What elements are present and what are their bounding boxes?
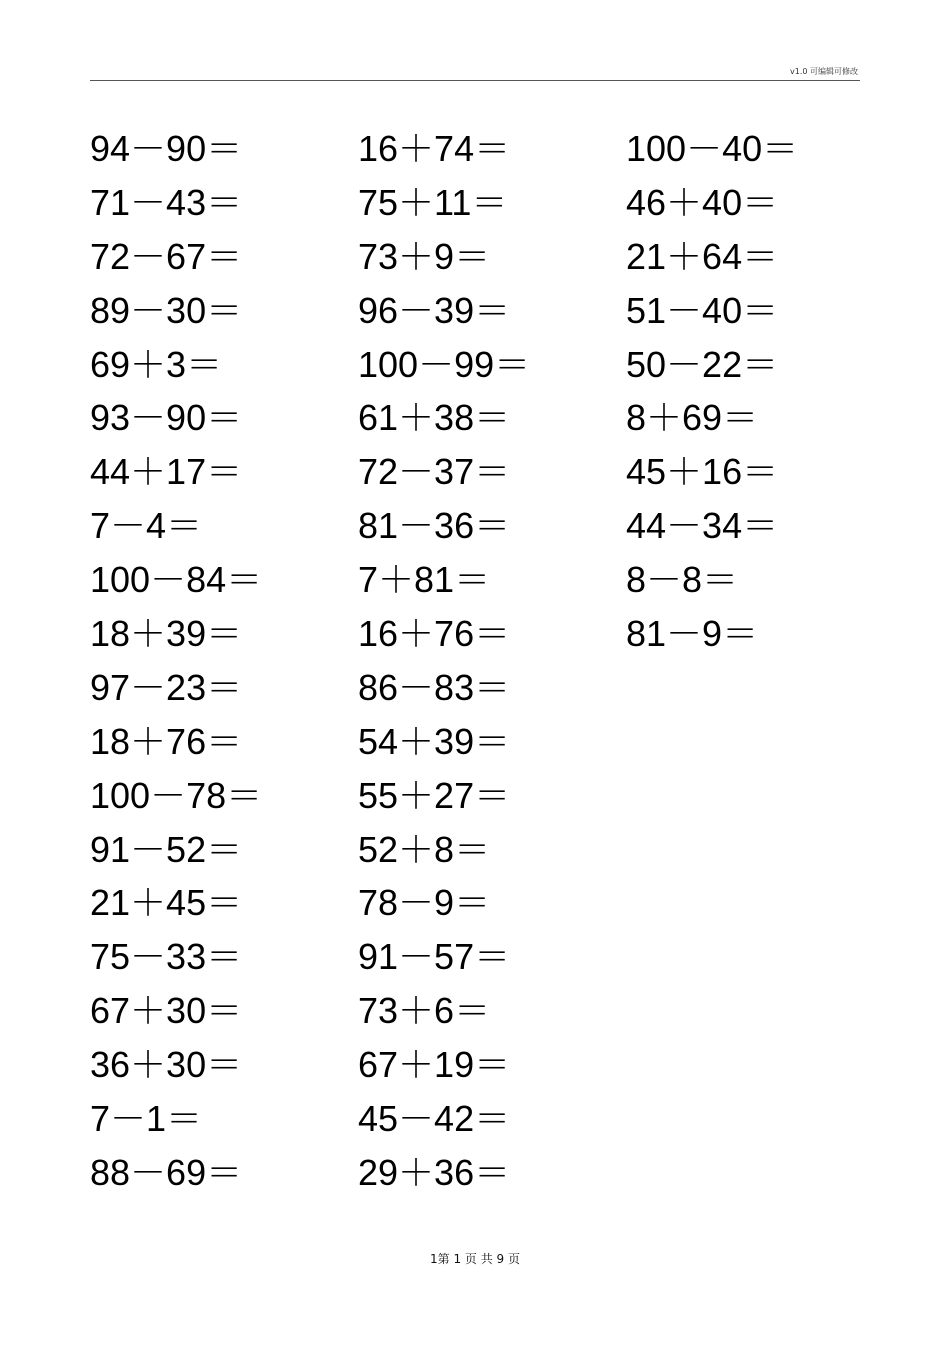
arithmetic-problem: 88－69＝ <box>90 1151 243 1193</box>
arithmetic-problem: 94－90＝ <box>90 128 243 169</box>
arithmetic-problem: 7－1＝ <box>90 1098 203 1140</box>
arithmetic-problem: 100－40＝ <box>626 128 799 169</box>
arithmetic-problem: 50－22＝ <box>626 343 779 385</box>
version-tag: v1.0 可编辑可修改 <box>790 67 858 76</box>
arithmetic-problem: 81－9＝ <box>626 613 759 655</box>
arithmetic-problem: 7－4＝ <box>90 505 203 547</box>
arithmetic-problem: 8＋69＝ <box>626 397 759 439</box>
arithmetic-problem: 52＋8＝ <box>358 828 491 870</box>
arithmetic-problem: 36＋30＝ <box>90 1044 243 1086</box>
arithmetic-problem: 100－78＝ <box>90 774 263 816</box>
arithmetic-problem: 55＋27＝ <box>358 774 511 816</box>
arithmetic-problem: 29＋36＝ <box>358 1151 511 1193</box>
arithmetic-problem: 18＋39＝ <box>90 613 243 655</box>
arithmetic-problem: 71－43＝ <box>90 181 243 223</box>
arithmetic-problem: 21＋45＝ <box>90 882 243 924</box>
arithmetic-problem: 61＋38＝ <box>358 397 511 439</box>
arithmetic-problem: 18＋76＝ <box>90 720 243 762</box>
arithmetic-problem: 45＋16＝ <box>626 451 779 493</box>
arithmetic-problem: 7＋81＝ <box>358 559 491 601</box>
arithmetic-problem: 72－37＝ <box>358 451 511 493</box>
arithmetic-problem: 91－52＝ <box>90 828 243 870</box>
arithmetic-problem: 44－34＝ <box>626 505 779 547</box>
arithmetic-problem: 97－23＝ <box>90 666 243 708</box>
arithmetic-problem: 100－99＝ <box>358 343 531 385</box>
arithmetic-problem: 75＋11＝ <box>358 181 508 223</box>
header-divider <box>90 80 860 81</box>
arithmetic-problem: 16＋76＝ <box>358 613 511 655</box>
problem-column-2 <box>358 122 530 1200</box>
problem-column-3 <box>626 122 798 661</box>
arithmetic-problem: 96－39＝ <box>358 289 511 331</box>
arithmetic-problem: 100－84＝ <box>90 559 263 601</box>
arithmetic-problem: 91－57＝ <box>358 936 511 978</box>
arithmetic-problem: 72－67＝ <box>90 235 243 277</box>
arithmetic-problem: 75－33＝ <box>90 936 243 978</box>
arithmetic-problem: 93－90＝ <box>90 397 243 439</box>
arithmetic-problem: 81－36＝ <box>358 505 511 547</box>
arithmetic-problem: 67＋19＝ <box>358 1044 511 1086</box>
arithmetic-problem: 44＋17＝ <box>90 451 243 493</box>
arithmetic-problem: 45－42＝ <box>358 1098 511 1140</box>
arithmetic-problem: 86－83＝ <box>358 666 511 708</box>
arithmetic-problem: 73＋9＝ <box>358 235 491 277</box>
arithmetic-problem: 21＋64＝ <box>626 235 779 277</box>
arithmetic-problem: 51－40＝ <box>626 289 779 331</box>
arithmetic-problem: 46＋40＝ <box>626 181 779 223</box>
arithmetic-problem: 89－30＝ <box>90 289 243 331</box>
arithmetic-problem: 16＋74＝ <box>358 128 511 169</box>
page-number: 1第 1 页 共 9 页 <box>430 1252 520 1266</box>
arithmetic-problem: 78－9＝ <box>358 882 491 924</box>
arithmetic-problem: 67＋30＝ <box>90 990 243 1032</box>
arithmetic-problem: 8－8＝ <box>626 559 739 601</box>
problem-column-1 <box>90 122 262 1200</box>
arithmetic-problem: 54＋39＝ <box>358 720 511 762</box>
arithmetic-problem: 73＋6＝ <box>358 990 491 1032</box>
arithmetic-problem: 69＋3＝ <box>90 343 223 385</box>
